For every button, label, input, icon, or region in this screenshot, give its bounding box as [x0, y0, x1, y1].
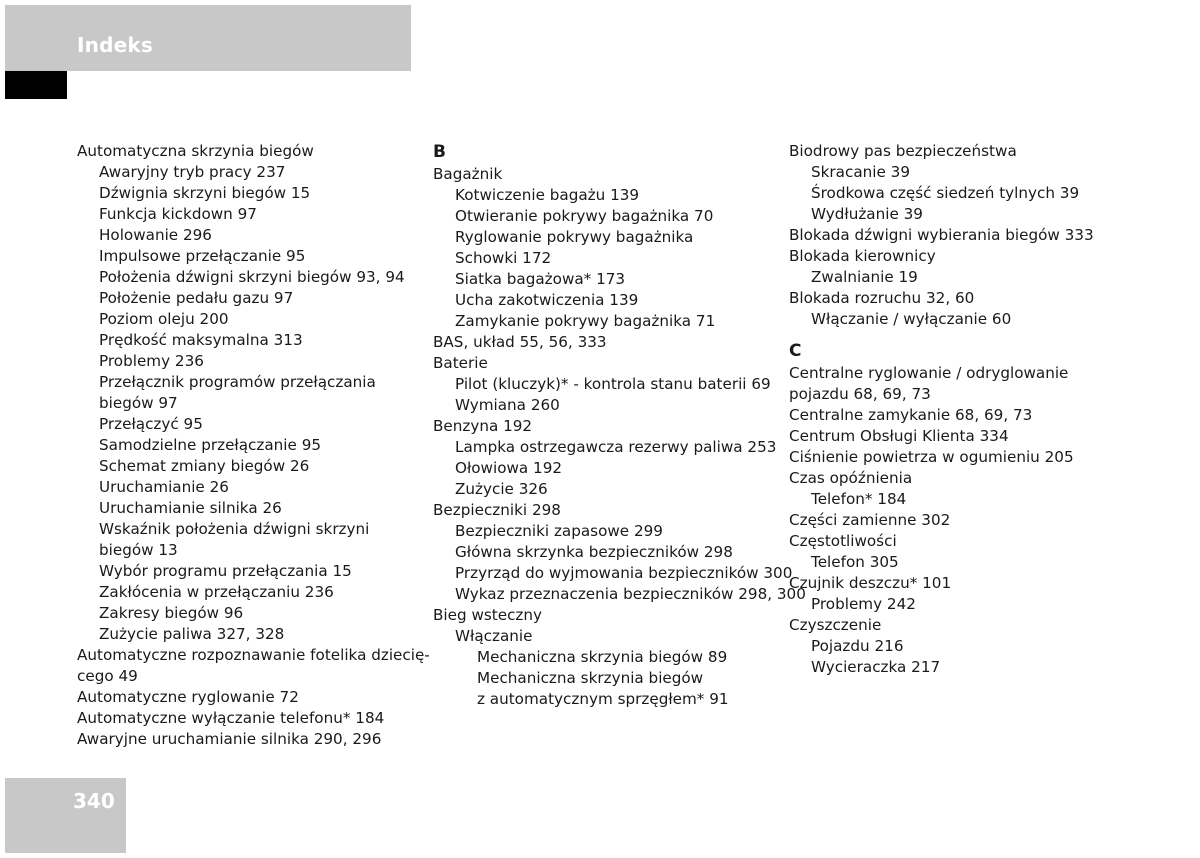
index-subentry: Przyrząd do wyjmowania bezpieczników 300: [455, 564, 793, 582]
index-subentry: Włączanie: [455, 627, 533, 645]
index-column-2: [433, 141, 806, 710]
index-entry: Czas opóźnienia: [789, 469, 913, 487]
index-entry: Bieg wsteczny: [433, 606, 543, 624]
index-subentry: Ołowiowa 192: [455, 459, 563, 477]
index-subentry: Zwalnianie 19: [811, 268, 918, 286]
index-section-letter: C: [789, 341, 802, 361]
index-subentry: Położenie pedału gazu 97: [99, 289, 294, 307]
header-tab-marker: [5, 71, 67, 99]
index-entry: Automatyczne rozpoznawanie fotelika dziecię-: [77, 646, 430, 664]
index-entry: Bagażnik: [433, 165, 503, 183]
index-subentry: Telefon 305: [811, 553, 899, 571]
index-subentry: Środkowa część siedzeń tylnych 39: [811, 184, 1080, 202]
index-entry: Blokada dźwigni wybierania biegów 333: [789, 226, 1094, 244]
index-subentry: Bezpieczniki zapasowe 299: [455, 522, 663, 540]
index-subentry: Pilot (kluczyk)* - kontrola stanu baterii 69: [455, 375, 771, 393]
index-subentry: Położenia dźwigni skrzyni biegów 93, 94: [99, 268, 405, 286]
index-entry: Ciśnienie powietrza w ogumieniu 205: [789, 448, 1074, 466]
index-subentry: Ryglowanie pokrywy bagażnika: [455, 228, 694, 246]
index-subentry: Schowki 172: [455, 249, 552, 267]
index-entry: BAS, układ 55, 56, 333: [433, 333, 607, 351]
index-subentry: Lampka ostrzegawcza rezerwy paliwa 253: [455, 438, 777, 456]
index-section-letter: B: [433, 142, 446, 162]
index-subentry: Awaryjny tryb pracy 237: [99, 163, 286, 181]
index-entry: pojazdu 68, 69, 73: [789, 385, 931, 403]
index-entry: Centralne zamykanie 68, 69, 73: [789, 406, 1033, 424]
index-subentry: Ucha zakotwiczenia 139: [455, 291, 639, 309]
header-bar: [5, 5, 411, 71]
index-entry: Czujnik deszczu* 101: [789, 574, 952, 592]
index-subentry: Wykaz przeznaczenia bezpieczników 298, 300: [455, 585, 806, 603]
index-entry: Automatyczne ryglowanie 72: [77, 688, 299, 706]
index-subentry: Główna skrzynka bezpieczników 298: [455, 543, 733, 561]
index-entry: Częstotliwości: [789, 532, 897, 550]
index-entry: Bezpieczniki 298: [433, 501, 561, 519]
index-subentry: Telefon* 184: [811, 490, 907, 508]
index-subentry: Samodzielne przełączanie 95: [99, 436, 322, 454]
index-subentry: Siatka bagażowa* 173: [455, 270, 626, 288]
page-title: Indeks: [77, 33, 153, 57]
index-subentry: Prędkość maksymalna 313: [99, 331, 303, 349]
index-entry: Benzyna 192: [433, 417, 533, 435]
index-entry: Biodrowy pas bezpieczeństwa: [789, 142, 1017, 160]
index-subentry: Otwieranie pokrywy bagażnika 70: [455, 207, 714, 225]
index-entry: Blokada rozruchu 32, 60: [789, 289, 975, 307]
page-number: 340: [73, 789, 115, 813]
index-subentry: Impulsowe przełączanie 95: [99, 247, 306, 265]
index-subentry: Mechaniczna skrzynia biegów 89: [477, 648, 728, 666]
index-subentry: Zamykanie pokrywy bagażnika 71: [455, 312, 716, 330]
index-subentry: Pojazdu 216: [811, 637, 904, 655]
index-column-3: [789, 141, 1129, 678]
index-subentry: Dźwignia skrzyni biegów 15: [99, 184, 311, 202]
index-entry: Części zamienne 302: [789, 511, 951, 529]
index-subentry: z automatycznym sprzęgłem* 91: [477, 690, 729, 708]
index-subentry: Zużycie 326: [455, 480, 548, 498]
index-subentry: biegów 13: [99, 541, 178, 559]
index-entry: Centrum Obsługi Klienta 334: [789, 427, 1009, 445]
index-subentry: Wskaźnik położenia dźwigni skrzyni: [99, 520, 370, 538]
index-subentry: Wymiana 260: [455, 396, 560, 414]
index-subentry: Wybór programu przełączania 15: [99, 562, 352, 580]
index-column-1: [77, 141, 430, 750]
index-subentry: Wycieraczka 217: [811, 658, 941, 676]
index-subentry: Wydłużanie 39: [811, 205, 923, 223]
index-subentry: Funkcja kickdown 97: [99, 205, 257, 223]
index-subentry: Holowanie 296: [99, 226, 212, 244]
index-subentry: Włączanie / wyłączanie 60: [811, 310, 1012, 328]
index-entry: Automatyczne wyłączanie telefonu* 184: [77, 709, 385, 727]
index-subentry: biegów 97: [99, 394, 178, 412]
index-subentry: Uruchamianie 26: [99, 478, 229, 496]
index-entry: Automatyczna skrzynia biegów: [77, 142, 314, 160]
index-subentry: Zakłócenia w przełączaniu 236: [99, 583, 334, 601]
index-entry: Baterie: [433, 354, 488, 372]
index-subentry: Problemy 236: [99, 352, 204, 370]
index-subentry: Zakresy biegów 96: [99, 604, 244, 622]
index-entry: Awaryjne uruchamianie silnika 290, 296: [77, 730, 382, 748]
index-subentry: Zużycie paliwa 327, 328: [99, 625, 285, 643]
index-subentry: Problemy 242: [811, 595, 916, 613]
index-subentry: Uruchamianie silnika 26: [99, 499, 282, 517]
index-subentry: Schemat zmiany biegów 26: [99, 457, 310, 475]
index-subentry: Przełączyć 95: [99, 415, 203, 433]
index-entry: Blokada kierownicy: [789, 247, 936, 265]
index-entry: cego 49: [77, 667, 138, 685]
index-entry: Czyszczenie: [789, 616, 882, 634]
index-subentry: Poziom oleju 200: [99, 310, 229, 328]
index-entry: Centralne ryglowanie / odryglowanie: [789, 364, 1069, 382]
index-subentry: Kotwiczenie bagażu 139: [455, 186, 640, 204]
index-subentry: Przełącznik programów przełączania: [99, 373, 376, 391]
index-subentry: Skracanie 39: [811, 163, 910, 181]
index-subentry: Mechaniczna skrzynia biegów: [477, 669, 704, 687]
